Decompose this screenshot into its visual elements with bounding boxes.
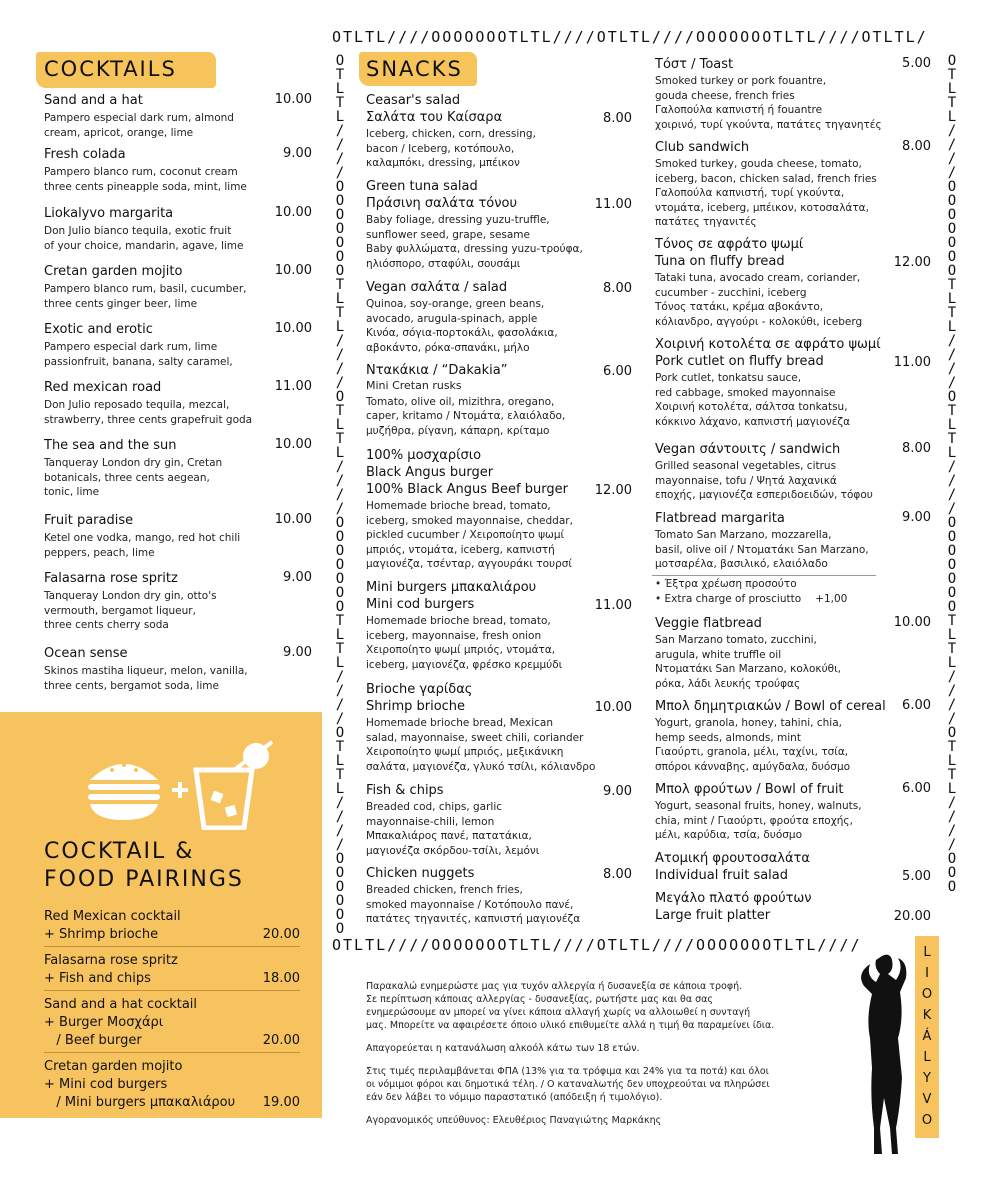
- pairings-heading-line1: COCKTAIL &: [44, 839, 195, 864]
- snack-price: 6.00: [603, 364, 632, 379]
- alcohol-note: Απαγορεύεται η κατανάλωση αλκοόλ κάτω των 18 ετών.: [366, 1043, 640, 1054]
- cocktail-name: Sand and a hat: [44, 93, 143, 108]
- pairing-line-text: / Beef burger: [44, 1033, 142, 1048]
- cocktail-name: The sea and the sun: [44, 438, 177, 453]
- right-menu-name: Μπολ φρούτων / Bowl of fruit: [655, 782, 844, 797]
- right-menu-row: [655, 890, 931, 924]
- pairing-line-text: + Mini cod burgers: [44, 1077, 168, 1092]
- snack-price: 10.00: [594, 700, 632, 715]
- pairing-line: [44, 1058, 300, 1076]
- pairing-line-text: + Fish and chips: [44, 971, 151, 986]
- burger-icon: [88, 763, 160, 820]
- right-menu-name: Vegan σάντουιτς / sandwich: [655, 442, 841, 457]
- vat-note: Στις τιμές περιλαμβάνεται ΦΠΑ (13% για τα τρόφιμα και 24% για τα ποτά) και όλοι οι νόμιμοι φόροι και δημοτικά τέλη. / Ο καταναλωτής δεν υποχρεούται να πληρώσει εάν δεν λάβει το νόμιμο παραστατικό (απόδειξη ή τιμολόγιο).: [366, 1066, 770, 1103]
- right-menu-row: [655, 336, 931, 370]
- extra-charge-block: [655, 577, 885, 606]
- right-menu-price: 10.00: [893, 615, 931, 630]
- cocktail-row: [44, 437, 312, 454]
- right-menu-name: Τόστ / Toast: [655, 57, 734, 72]
- extra-charge-price: +1,00: [815, 592, 848, 605]
- right-menu-row: [655, 510, 931, 527]
- pairing-line-text: Falasarna rose spritz: [44, 953, 178, 968]
- right-menu-item: [655, 510, 931, 572]
- snack-description: Breaded cod, chips, garlic mayonnaise-chili, lemon Μπακαλιάρος πανέ, πατατάκια, μαγιονέζα σκόρδου-τσίλι, λεμόνι: [366, 801, 540, 857]
- cocktail-row: [44, 645, 312, 662]
- snack-description: Breaded chicken, french fries, smoked mayonnaise / Κοτόπουλο πανέ, πατάτες τηγανιτές, καπνιστή μαγιονέζα: [366, 884, 581, 925]
- pairing-line: [44, 926, 300, 944]
- cocktail-description: Don Julio bianco tequila, exotic fruit of your choice, mandarin, agave, lime: [44, 225, 244, 252]
- right-menu-row: [655, 441, 931, 458]
- pairing-line-text: Red Mexican cocktail: [44, 909, 181, 924]
- snack-price: 8.00: [603, 867, 632, 882]
- pairing-line: [44, 1094, 300, 1112]
- cocktail-price: 10.00: [274, 512, 312, 527]
- snack-item: [366, 279, 632, 355]
- cocktail-item: [44, 379, 312, 427]
- right-menu-name: Veggie flatbread: [655, 616, 762, 631]
- right-menu-price: 5.00: [902, 56, 931, 71]
- right-menu-description: Smoked turkey, gouda cheese, tomato, iceberg, bacon, chicken salad, french fries Γαλοπούλα καπνιστή, τυρί γκούντα, ντομάτα, iceberg, μπέικον, κοτοσαλάτα, πατάτες τηγανιτές: [655, 158, 877, 228]
- right-menu-item: [655, 236, 931, 329]
- cocktail-description: Ketel one vodka, mango, red hot chili peppers, peach, lime: [44, 532, 241, 559]
- snack-name: Fish & chips: [366, 783, 444, 798]
- top-pattern-border: OTLTL////OOOOOOOTLTL////OTLTL////OOOOOOOTLTL////OTLTL/: [332, 28, 928, 46]
- brand-letter: V: [922, 1092, 932, 1107]
- right-menu-name: Ατομική φρουτοσαλάτα Individual fruit salad: [655, 851, 810, 883]
- cocktail-price: 11.00: [274, 379, 312, 394]
- cocktail-description: Tanqueray London dry gin, otto's vermouth, bergamot liqueur, three cents cherry soda: [44, 590, 217, 631]
- snack-name: Mini burgers μπακαλιάρου Mini cod burgers: [366, 580, 537, 612]
- right-menu-name: Club sandwich: [655, 140, 750, 155]
- cocktail-row: [44, 570, 312, 587]
- snack-row: [366, 447, 632, 498]
- pairing-line-text: Sand and a hat cocktail: [44, 997, 198, 1012]
- brand-vertical-name: [915, 942, 939, 1131]
- right-menu-item: [655, 139, 931, 230]
- pairing-price: 18.00: [262, 971, 300, 986]
- right-menu-price: 6.00: [902, 781, 931, 796]
- cocktail-row: [44, 321, 312, 338]
- pairing-line: [44, 1076, 300, 1094]
- cocktail-row: [44, 379, 312, 396]
- snack-description: Homemade brioche bread, Mexican salad, mayonnaise, sweet chili, coriander Χειροποίητο ψωμί μπριός, μεξικάνικη σαλάτα, μαγιονέζα, γλυκό τσίλι, κόλιανδρο: [366, 717, 596, 773]
- cocktail-name: Falasarna rose spritz: [44, 571, 178, 586]
- snack-price: 8.00: [603, 111, 632, 126]
- cocktail-description: Skinos mastiha liqueur, melon, vanilla, three cents, bergamot soda, lime: [44, 665, 248, 692]
- snack-item: [366, 362, 632, 438]
- snack-item: [366, 579, 632, 672]
- right-menu-row: [655, 139, 931, 156]
- pairings-heading: [44, 838, 244, 894]
- woman-silhouette-illustration: [852, 948, 914, 1160]
- cocktail-name: Fruit paradise: [44, 513, 134, 528]
- left-pattern-border: O T L T L / / / / O O O O O O O T L T L / / / / O T L T L / / / / O O O O O O O T L T L / / / / O T L T L / / / / O O O O O O: [335, 54, 345, 934]
- right-menu-price: 5.00: [902, 869, 931, 884]
- snack-name: Brioche γαρίδας Shrimp brioche: [366, 682, 473, 714]
- cocktail-description: Pampero blanco rum, coconut cream three cents pineapple soda, mint, lime: [44, 166, 247, 193]
- right-menu-price: 20.00: [893, 909, 931, 924]
- snack-name: Ceasar's salad Σαλάτα του Καίσαρα: [366, 93, 503, 125]
- snack-row: [366, 178, 632, 212]
- snack-item: [366, 782, 632, 858]
- pairing-line: [44, 1014, 300, 1032]
- pairing-line: [44, 970, 300, 988]
- cocktail-item: [44, 570, 312, 633]
- pairing-price: 19.00: [262, 1095, 300, 1110]
- pairing-divider: [44, 990, 300, 991]
- pairing-line: [44, 1032, 300, 1050]
- snack-row: [366, 579, 632, 613]
- cocktail-row: [44, 205, 312, 222]
- pairing-item: [44, 1058, 300, 1112]
- cocktail-item: [44, 437, 312, 500]
- extra-charge-greek: • Έξτρα χρέωση προσούτο: [655, 578, 797, 590]
- right-menu-price: 8.00: [902, 139, 931, 154]
- snack-row: [366, 362, 632, 379]
- pairing-line: [44, 908, 300, 926]
- brand-letter: L: [923, 945, 931, 960]
- brand-letter: O: [921, 987, 933, 1002]
- cocktail-name: Ocean sense: [44, 646, 128, 661]
- snack-price: 8.00: [603, 281, 632, 296]
- cocktail-description: Pampero especial dark rum, almond cream, apricot, orange, lime: [44, 112, 234, 139]
- right-menu-row: [655, 56, 931, 73]
- cocktail-item: [44, 146, 312, 194]
- snack-description: Quinoa, soy-orange, green beans, avocado, arugula-spinach, apple Κινόα, σόγια-πορτοκάλι, φασολάκια, αβοκάντο, ρόκα-σπανάκι, μήλο: [366, 298, 558, 354]
- right-menu-row: [655, 781, 931, 798]
- snack-description: Iceberg, chicken, corn, dressing, bacon / Iceberg, κοτόπουλο, καλαμπόκι, dressing, μπέικον: [366, 128, 536, 169]
- brand-letter: I: [925, 966, 929, 981]
- pairing-line-text: / Mini burgers μπακαλιάρου: [44, 1095, 236, 1110]
- snack-name: Ντακάκια / “Dakakia”: [366, 363, 508, 378]
- brand-letter: Á: [922, 1029, 932, 1044]
- cocktail-price: 9.00: [283, 645, 312, 660]
- cocktail-name: Cretan garden mojito: [44, 264, 183, 279]
- cocktail-description: Pampero especial dark rum, lime passionfruit, banana, salty caramel,: [44, 341, 233, 368]
- right-menu-description: Tataki tuna, avocado cream, coriander, cucumber - zucchini, iceberg Τόνος τατάκι, κρέμα αβοκάντο, κόλιανδρο, αγγούρι - κολοκύθι, iceberg: [655, 272, 863, 328]
- right-menu-price: 11.00: [893, 355, 931, 370]
- pairings-heading-line2: FOOD PAIRINGS: [44, 867, 244, 892]
- pairing-icons: [84, 740, 284, 830]
- right-menu-item: [655, 698, 931, 774]
- cocktail-price: 9.00: [283, 146, 312, 161]
- right-menu-name: Flatbread margarita: [655, 511, 785, 526]
- snack-item: [366, 178, 632, 271]
- pairing-item: [44, 952, 300, 991]
- right-menu-description: Grilled seasonal vegetables, citrus mayonnaise, tofu / Ψητά λαχανικά εποχής, μαγιονέζα εσπεριδοειδών, τόφου: [655, 460, 873, 501]
- pairing-divider: [44, 1052, 300, 1053]
- cocktail-price: 10.00: [274, 92, 312, 107]
- market-supervisor-note: Αγορανομικός υπεύθυνος: Ελευθέριος Παναγιώτης Μαρκάκης: [366, 1115, 662, 1126]
- right-menu-price: 9.00: [902, 510, 931, 525]
- right-menu-description: San Marzano tomato, zucchini, arugula, white truffle oil Ντοματάκι San Marzano, κολοκύθι, ρόκα, λάδι λευκής τρούφας: [655, 634, 841, 690]
- right-menu-item: [655, 336, 931, 429]
- cocktail-name: Exotic and erotic: [44, 322, 153, 337]
- right-menu-item: [655, 850, 931, 884]
- right-menu-description: Yogurt, granola, honey, tahini, chia, hemp seeds, almonds, mint Γιαούρτι, granola, μέλι, ταχίνι, τσία, σπόροι κάνναβης, αμύγδαλα, δυόσμο: [655, 717, 851, 773]
- cocktail-name: Fresh colada: [44, 147, 126, 162]
- right-menu-item: [655, 890, 931, 924]
- brand-letter: K: [922, 1008, 932, 1023]
- cocktail-row: [44, 263, 312, 280]
- pairing-divider: [44, 946, 300, 947]
- snack-item: [366, 865, 632, 927]
- right-menu-row: [655, 236, 931, 270]
- brand-letter: Y: [923, 1071, 931, 1086]
- cocktail-item: [44, 512, 312, 560]
- bottom-white-area: [0, 1118, 322, 1200]
- cocktail-price: 10.00: [274, 437, 312, 452]
- cocktail-price: 9.00: [283, 570, 312, 585]
- cocktail-item: [44, 263, 312, 311]
- plus-icon: [172, 782, 188, 798]
- right-menu-name: Μεγάλο πλατό φρούτων Large fruit platter: [655, 891, 812, 923]
- snack-name: 100% μοσχαρίσιο Black Angus burger 100% Black Angus Beef burger: [366, 448, 568, 497]
- cocktail-price: 10.00: [274, 321, 312, 336]
- cocktail-row: [44, 92, 312, 109]
- snack-name: Chicken nuggets: [366, 866, 475, 881]
- snack-description: Homemade brioche bread, tomato, iceberg, mayonnaise, fresh onion Χειροποίητο ψωμί μπριός, ντομάτα, iceberg, μαγιονέζα, φρέσκο κρεμμύδι: [366, 615, 563, 671]
- pairing-line-text: Cretan garden mojito: [44, 1059, 183, 1074]
- snack-name: Vegan σαλάτα / salad: [366, 280, 508, 295]
- snack-row: [366, 865, 632, 882]
- allergy-note: Παρακαλώ ενημερώστε μας για τυχόν αλλεργία ή δυσανεξία σε κάποια τροφή. Σε περίπτωση κάποιας αλλεργίας - δυσανεξίας, ρωτήστε μας και θα σας ενημερώσουμε αν μπορεί να γίνει κάποια αλλαγή χωρίς να αλλοιωθεί η συνταγή μας. Μπορείτε να αφαιρέσετε όποιο υλικό επιθυμείτε αλλά η τιμή θα παραμείνει ίδια.: [366, 981, 775, 1031]
- pairing-line-text: + Burger Μοσχάρι: [44, 1015, 164, 1030]
- snack-row: [366, 782, 632, 799]
- right-menu-item: [655, 615, 931, 691]
- right-menu-item: [655, 56, 931, 132]
- snack-row: [366, 681, 632, 715]
- right-menu-item: [655, 441, 931, 503]
- snack-row: [366, 279, 632, 296]
- cocktail-description: Pampero blanco rum, basil, cucumber, three cents ginger beer, lime: [44, 283, 247, 310]
- pairing-item: [44, 996, 300, 1053]
- cocktail-description: Tanqueray London dry gin, Cretan botanicals, three cents aegean, tonic, lime: [44, 457, 223, 498]
- snack-price: 11.00: [594, 197, 632, 212]
- cocktail-row: [44, 512, 312, 529]
- right-menu-name: Χοιρινή κοτολέτα σε αφράτο ψωμί Pork cutlet on fluffy bread: [655, 337, 881, 369]
- right-menu-price: 8.00: [902, 441, 931, 456]
- cocktails-heading: COCKTAILS: [44, 57, 177, 81]
- right-menu-name: Τόνος σε αφράτο ψωμί Tuna on fluffy bread: [655, 237, 804, 269]
- cocktail-item: [44, 92, 312, 140]
- snack-description: Baby foliage, dressing yuzu-truffle, sunflower seed, grape, sesame Baby φυλλώματα, dressing yuzu-τρούφα, ηλιόσπορο, σταφύλι, σουσάμι: [366, 214, 583, 270]
- right-menu-price: 6.00: [902, 698, 931, 713]
- pairing-line: [44, 952, 300, 970]
- cocktail-name: Red mexican road: [44, 380, 162, 395]
- extra-divider: [652, 575, 876, 576]
- snack-price: 11.00: [594, 598, 632, 613]
- snack-subtitle: Mini Cretan rusks: [366, 379, 462, 392]
- pairing-item: [44, 908, 300, 947]
- pairing-line: [44, 996, 300, 1014]
- snack-description: Tomato, olive oil, mizithra, oregano, caper, kritamo / Ντομάτα, ελαιόλαδο, μυζήθρα, ρίγανη, κάπαρη, κρίταμο: [366, 395, 566, 437]
- extra-charge-english: • Extra charge of prosciutto: [655, 592, 802, 605]
- right-menu-description: Smoked turkey or pork fouantre, gouda cheese, french fries Γαλοπούλα καπνιστή ή fouantre χοιρινό, τυρί γκούντα, πατάτες τηγανητές: [655, 75, 882, 131]
- right-menu-item: [655, 781, 931, 843]
- right-menu-description: Tomato San Marzano, mozzarella, basil, olive oil / Ντοματάκι San Marzano, μοτσαρέλα, βασιλικό, ελαιόλαδο: [655, 529, 869, 570]
- cocktail-description: Don Julio reposado tequila, mezcal, strawberry, three cents grapefruit goda: [44, 399, 253, 426]
- right-menu-row: [655, 698, 931, 715]
- snack-price: 9.00: [603, 784, 632, 799]
- right-pattern-border: O T L T L / / / / O O O O O O O T L T L / / / / O T L T L / / / / O O O O O O O T L T L / / / / O T L T L / / / / O O O: [947, 54, 957, 895]
- pairing-line-text: + Shrimp brioche: [44, 927, 159, 942]
- cocktail-item: [44, 205, 312, 253]
- right-menu-name: Μπολ δημητριακών / Bowl of cereal: [655, 699, 886, 714]
- snack-row: [366, 92, 632, 126]
- right-menu-row: [655, 615, 931, 632]
- cocktail-item: [44, 321, 312, 369]
- allergy-notes: [366, 980, 806, 1127]
- right-menu-price: 12.00: [893, 255, 931, 270]
- pairing-price: 20.00: [262, 927, 300, 942]
- cocktail-glass-icon: [196, 742, 272, 828]
- snack-price: 12.00: [594, 483, 632, 498]
- right-menu-description: Yogurt, seasonal fruits, honey, walnuts, chia, mint / Γιαούρτι, φρούτα εποχής, μέλι, καρύδια, τσία, δυόσμο: [655, 800, 862, 841]
- snack-item: [366, 447, 632, 572]
- snack-item: [366, 681, 632, 774]
- brand-letter: L: [923, 1050, 931, 1065]
- cocktail-price: 10.00: [274, 263, 312, 278]
- snack-item: [366, 92, 632, 171]
- bottom-pattern-border: OTLTL////OOOOOOOTLTL////OTLTL////OOOOOOOTLTL////: [332, 936, 862, 954]
- cocktail-item: [44, 645, 312, 693]
- right-menu-row: [655, 850, 931, 884]
- cocktail-row: [44, 146, 312, 163]
- right-menu-description: Pork cutlet, tonkatsu sauce, red cabbage, smoked mayonnaise Χοιρινή κοτολέτα, σάλτσα tonkatsu, κόκκινο λάχανο, καπνιστή μαγιονέζα: [655, 372, 851, 428]
- snack-description: Homemade brioche bread, tomato, iceberg, smoked mayonnaise, cheddar, pickled cucumber / Χειροποίητο ψωμί μπριός, ντομάτα, iceberg, καπνιστή μαγιονέζα, τσένταρ, αγγουράκι τουρσί: [366, 500, 573, 570]
- snack-name: Green tuna salad Πράσινη σαλάτα τόνου: [366, 179, 517, 211]
- brand-letter: O: [921, 1113, 933, 1128]
- snacks-heading: SNACKS: [366, 57, 463, 81]
- cocktail-price: 10.00: [274, 205, 312, 220]
- pairing-price: 20.00: [262, 1033, 300, 1048]
- cocktail-name: Liokalyvo margarita: [44, 206, 174, 221]
